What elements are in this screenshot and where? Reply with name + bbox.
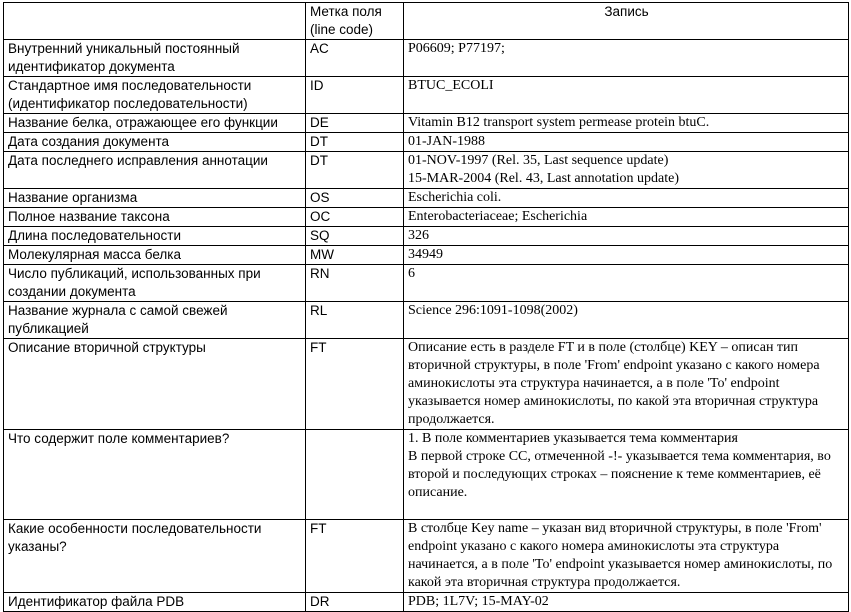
header-line-code-label: Метка поля [310,4,382,19]
entry-line: В столбце Key name – указан вид вторичной структуры, в поле 'From' endpoint указано с какого номера аминокислоты эта структура начинается, а в поле 'To' endpoint указывается номер аминокислоты, по какой эта вторичная структура продолжается. [408,521,833,590]
field-name: Дата последнего исправления аннотации [4,152,306,189]
field-name: Название организма [4,189,306,208]
line-code: FT [306,520,404,593]
line-code: RN [306,265,404,302]
entry-line: Enterobacteriaceae; Escherichia [408,209,588,224]
entry-line: Science 296:1091-1098(2002) [408,303,578,318]
entry-line: 326 [408,228,429,243]
entry-line: 15-MAR-2004 (Rel. 43, Last annotation update) [408,171,680,186]
field-name: Стандартное имя последовательности (идентификатор последовательности) [4,77,306,114]
header-line-code [306,3,404,40]
entry-value [404,152,849,189]
field-name: Внутренний уникальный постоянный идентификатор документа [4,40,306,77]
field-name: Молекулярная масса белка [4,246,306,265]
table-row [4,430,849,520]
line-code: FT [306,339,404,430]
entry-value [404,227,849,246]
line-code: DR [306,593,404,612]
entry-line: Описание есть в разделе FT и в поле (столбце) KEY – описан тип вторичной структуры, в поле 'From' endpoint указано с какого номера аминокислоты эта структура начинается, а в поле 'To' endpoint указывается номер аминокислоты, по какой эта вторичная структура продолжается. [408,340,820,427]
entry-value [404,189,849,208]
entry-value [404,114,849,133]
entry-value [404,77,849,114]
entry-value [404,208,849,227]
entry-line: Escherichia coli. [408,190,502,205]
table-row [4,208,849,227]
entry-line: 01-NOV-1997 (Rel. 35, Last sequence update) [408,153,669,168]
table-header-row [4,3,849,40]
entry-value [404,133,849,152]
entry-value [404,40,849,77]
field-name: Длина последовательности [4,227,306,246]
field-name: Дата создания документа [4,133,306,152]
line-code: AC [306,40,404,77]
field-name: Название журнала с самой свежей публикацией [4,302,306,339]
field-name: Название белка, отражающее его функции [4,114,306,133]
entry-value [404,593,849,612]
header-line-code-sub: (line code) [310,22,374,37]
field-name: Описание вторичной структуры [4,339,306,430]
entry-line: 1. В поле комментариев указывается тема комментария [408,431,738,446]
entry-value [404,302,849,339]
field-name: Полное название таксона [4,208,306,227]
table-row [4,77,849,114]
table-row [4,152,849,189]
field-name: Число публикаций, использованных при создании документа [4,265,306,302]
table-row [4,339,849,430]
entry-line: BTUC_ECOLI [408,78,494,93]
field-name: Идентификатор файла PDB [4,593,306,612]
field-name: Какие особенности последовательности указаны? [4,520,306,593]
table-row [4,227,849,246]
table-row [4,246,849,265]
line-code: DT [306,152,404,189]
line-code: ID [306,77,404,114]
header-field-name [4,3,306,40]
entry-line: P06609; P77197; [408,41,505,56]
table-row [4,593,849,612]
table-row [4,265,849,302]
line-code [306,430,404,520]
entry-line: 6 [408,266,415,281]
entry-line: PDB; 1L7V; 15-MAY-02 [408,594,549,609]
line-code: OC [306,208,404,227]
entry-value [404,520,849,593]
table-row [4,302,849,339]
line-code: OS [306,189,404,208]
line-code: RL [306,302,404,339]
field-name: Что содержит поле комментариев? [4,430,306,520]
entry-value [404,339,849,430]
table-row [4,114,849,133]
table-row [4,520,849,593]
entry-line: 01-JAN-1988 [408,134,485,149]
line-code: DE [306,114,404,133]
header-entry: Запись [404,3,849,40]
line-code: DT [306,133,404,152]
entry-line: Vitamin B12 transport system permease protein btuC. [408,115,710,130]
line-code: SQ [306,227,404,246]
entry-value [404,430,849,520]
entry-line: 34949 [408,247,443,262]
entry-value [404,265,849,302]
entry-value [404,246,849,265]
annotation-table [3,2,849,612]
line-code: MW [306,246,404,265]
table-row [4,133,849,152]
entry-line: В первой строке CC, отмеченной -!- указывается тема комментария, во второй и последующих строках – пояснение к теме комментариев, её описание. [408,449,831,500]
table-row [4,40,849,77]
table-row [4,189,849,208]
